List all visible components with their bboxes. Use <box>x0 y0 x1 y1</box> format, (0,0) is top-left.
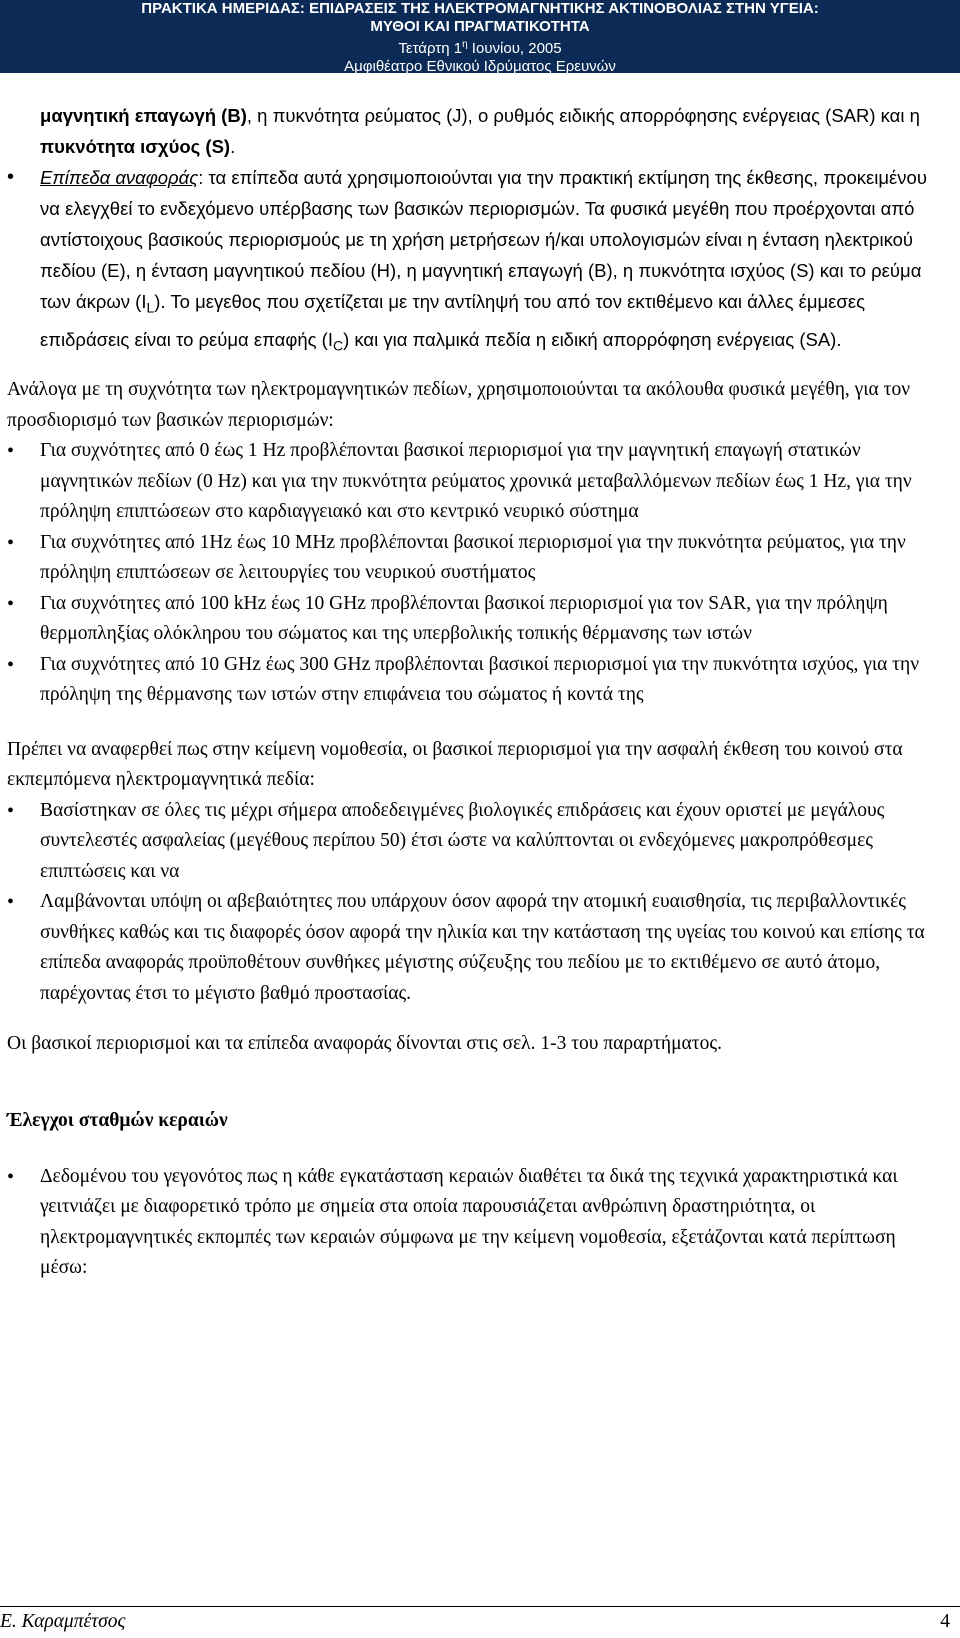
bullet-icon: • <box>7 592 15 615</box>
bullet-icon: • <box>7 166 15 188</box>
list-item: μαγνητική επαγωγή (B), η πυκνότητα ρεύματος (J), ο ρυθμός ειδικής απορρόφησης ενέργειας (SAR) και η πυκνότητα ισχύος (S). <box>40 105 920 157</box>
page-number: 4 <box>940 1611 950 1632</box>
bullet-icon: • <box>7 653 15 676</box>
bullet-icon: • <box>7 891 15 914</box>
bullet-icon: • <box>7 1165 15 1188</box>
bullet-icon: • <box>7 799 15 822</box>
page-header <box>0 0 960 73</box>
header-venue: Αμφιθέατρο Εθνικού Ιδρύματος Ερευνών <box>344 58 616 75</box>
antenna-list <box>0 1162 960 1284</box>
footer-divider <box>0 1606 960 1607</box>
definitions-list <box>0 100 960 361</box>
list-item: • Βασίστηκαν σε όλες τις μέχρι σήμερα αποδεδειγμένες βιολογικές επιδράσεις και έχουν οριστεί με μεγάλους συντελεστές ασφαλείας (μεγέθους περίπου 50) έτσι ώστε να καλύπτονται οι ενδεχόμενες μακροπρόθεσμες επιπτώσεις και να <box>0 796 960 888</box>
header-title: ΠΡΑΚΤΙΚΑ ΗΜΕΡΙΔΑΣ: ΕΠΙΔΡΑΣΕΙΣ ΤΗΣ ΗΛΕΚΤΡΟΜΑΓΝΗΤΙΚΗΣ ΑΚΤΙΝΟΒΟΛΙΑΣ ΣΤΗΝ ΥΓΕΙΑ: <box>141 0 819 17</box>
list-item: • Για συχνότητες από 1Hz έως 10 MHz προβλέπονται βασικοί περιορισμοί για την πυκνότητα ρεύματος, για την πρόληψη επιπτώσεων σε λειτουργίες του νευρικού συστήματος <box>0 528 960 589</box>
legislation-list <box>0 796 960 1010</box>
bold-term: μαγνητική επαγωγή (B) <box>40 105 247 126</box>
section-heading: Έλεγχοι σταθμών κεραιών <box>7 1109 228 1131</box>
bullet-icon: • <box>7 440 15 463</box>
list-item: • Για συχνότητες από 0 έως 1 Hz προβλέπονται βασικοί περιορισμοί για την μαγνητική επαγωγή στατικών μαγνητικών πεδίων (0 Hz) και για την πυκνότητα ρεύματος χρονικά μεταβαλλόμενων πεδίων έως 1 Hz, για την πρόληψη επιπτώσεων στο καρδιαγγειακό και στο κεντρικό νευρικό σύστημα <box>0 436 960 528</box>
list-item: • Λαμβάνονται υπόψη οι αβεβαιότητες που υπάρχουν όσον αφορά την ατομική ευαισθησία, τις περιβαλλοντικές συνθήκες καθώς και τις διαφορές όσον αφορά την ηλικία και την κατάσταση της υγείας του κοινού και επίσης τα επίπεδα αναφοράς προϋποθέτουν συνθήκες μέγιστης σύζευξης του πεδίου με το εκτιθέμενο σε αυτό άτομο, παρέχοντας έτσι το μέγιστο βαθμό προστασίας. <box>0 887 960 1009</box>
list-item: • Για συχνότητες από 10 GHz έως 300 GHz προβλέπονται βασικοί περιορισμοί για την πυκνότητα ισχύος, για την πρόληψη της θέρμανσης των ιστών στην επιφάνεια του σώματος ή κοντά της <box>0 650 960 711</box>
footer-author: Ε. Καραμπέτσος <box>0 1611 126 1632</box>
frequency-list <box>0 436 960 711</box>
bullet-icon: • <box>7 531 15 554</box>
header-date: Τετάρτη $1^\eta$ Ιουνίου, 2005 <box>398 39 562 57</box>
term-reference-levels: Επίπεδα αναφοράς <box>40 167 199 188</box>
document-body <box>0 100 960 1284</box>
paragraph: Οι βασικοί περιορισμοί και τα επίπεδα αναφοράς δίνονται στις σελ. 1-3 του παραρτήματος. <box>7 1033 722 1055</box>
paragraph: Πρέπει να αναφερθεί πως στην κείμενη νομοθεσία, οι βασικοί περιορισμοί για την ασφαλή έκθεση του κοινού στα εκπεμπόμενα ηλεκτρομαγνητικά πεδία: <box>7 738 903 791</box>
paragraph: Ανάλογα με τη συχνότητα των ηλεκτρομαγνητικών πεδίων, χρησιμοποιούνται τα ακόλουθα φυσικά μεγέθη, για τον προσδιορισμό των βασικών περιορισμών: <box>7 379 911 431</box>
bold-term: πυκνότητα ισχύος (S) <box>40 136 231 157</box>
list-item: • Επίπεδα αναφοράς: τα επίπεδα αυτά χρησιμοποιούνται για την πρακτική εκτίμηση της έκθεσης, προκειμένου να ελεγχθεί το ενδεχόμενο υπέρβασης των βασικών περιορισμών. Τα φυσικά μεγέθη που προέρχονται από αντίστοιχους βασικούς περιορισμούς με τη χρήση μετρήσεων ή/και υπολογισμών είναι η ένταση ηλεκτρικού πεδίου (E), η ένταση μαγνητικού πεδίου (H), η μαγνητική επαγωγή (B), η πυκνότητα ισχύος (S) και το ρεύμα των άκρων $(I_L)$. Το μεγεθος που σχετίζεται με την αντίληψή του από τον εκτιθέμενο και άλλες έμμεσες επιδράσεις είναι το ρεύμα επαφής $(I_C)$ και για παλμικά πεδία η ειδική απορρόφηση ενέργειας (SA). <box>0 162 960 361</box>
header-subtitle: ΜΥΘΟΙ ΚΑΙ ΠΡΑΓΜΑΤΙΚΟΤΗΤΑ <box>370 18 590 35</box>
list-item: • Δεδομένου του γεγονότος πως η κάθε εγκατάσταση κεραιών διαθέτει τα δικά της τεχνικά χαρακτηριστικά και γειτνιάζει με διαφορετικό τρόπο με σημεία στα οποία παρουσιάζεται ανθρώπινη δραστηριότητα, οι ηλεκτρομαγνητικές εκπομπές των κεραιών σύμφωνα με την κείμενη νομοθεσία, εξετάζονται κατά περίπτωση μέσω: <box>0 1162 960 1284</box>
list-item: • Για συχνότητες από 100 kHz έως 10 GHz προβλέπονται βασικοί περιορισμοί για τον SAR, για την πρόληψη θερμοπληξίας ολόκληρου του σώματος και της υπερβολικής τοπικής θέρμανσης των ιστών <box>0 589 960 650</box>
